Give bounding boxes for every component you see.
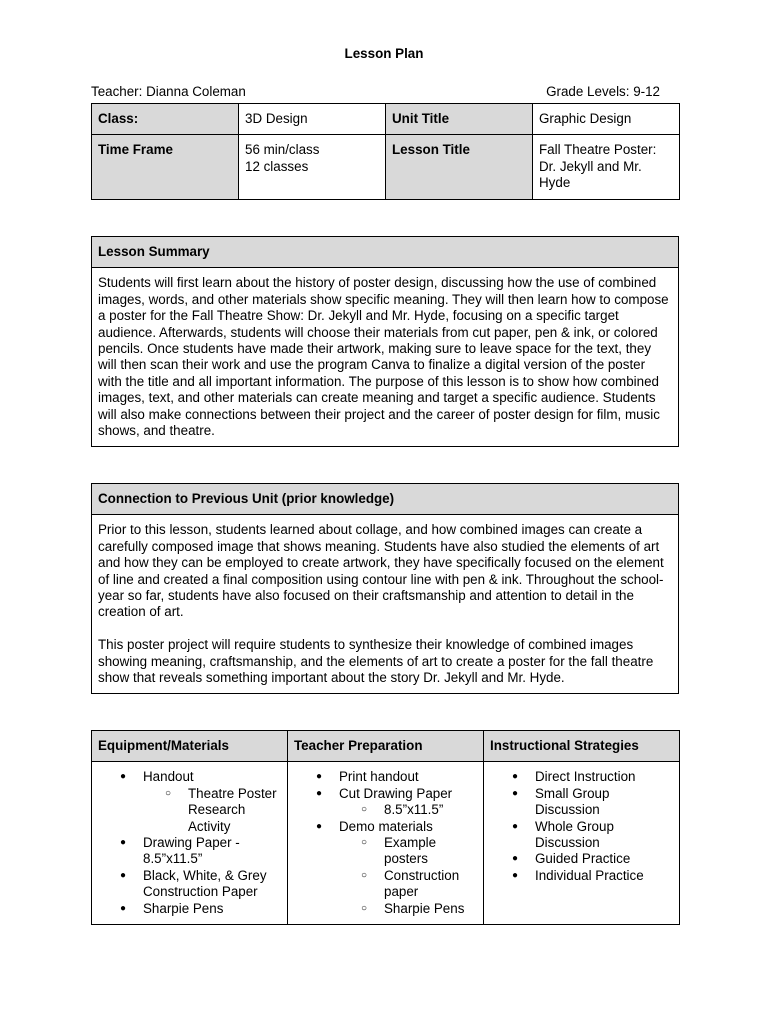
list-item: ● Cut Drawing Paper ○ 8.5”x11.5” xyxy=(294,786,477,819)
page-title: Lesson Plan xyxy=(344,46,424,61)
strategies-heading: Instructional Strategies xyxy=(484,731,680,762)
class-value: 3D Design xyxy=(239,104,386,135)
header-line xyxy=(91,84,660,100)
sub-list xyxy=(143,786,281,835)
sub-list xyxy=(339,802,477,818)
grade-levels: Grade Levels: 9-12 xyxy=(546,84,660,99)
list-item: ○ 8.5”x11.5” xyxy=(339,802,477,818)
list-item: ● Sharpie Pens xyxy=(98,901,281,917)
class-row xyxy=(92,104,680,135)
sub-list xyxy=(339,835,477,917)
connection-paragraph-2: This poster project will require students to synthesize their knowledge of combined images showing meaning, craftsmanship, and the elements of art to create a poster for the fall theatre show that reveals something important about the story Dr. Jekyll and Mr. Hyde. xyxy=(98,637,654,686)
equipment-heading: Equipment/Materials xyxy=(92,731,288,762)
list-item: ● Small Group Discussion xyxy=(490,786,673,819)
connection-table xyxy=(91,483,679,694)
equipment-cell xyxy=(92,762,288,925)
connection-heading: Connection to Previous Unit (prior knowledge) xyxy=(92,484,679,515)
unit-title-value: Graphic Design xyxy=(533,104,680,135)
list-item: ● Individual Practice xyxy=(490,868,673,884)
time-per-class: 56 min/class xyxy=(245,142,320,158)
list-item: ○ Construction paper xyxy=(339,868,477,901)
lesson-summary-table xyxy=(91,236,679,447)
class-label: Class: xyxy=(92,104,239,135)
list-item: ○ Sharpie Pens xyxy=(339,901,477,917)
lesson-title-label: Lesson Title xyxy=(386,135,533,199)
connection-paragraph-1: Prior to this lesson, students learned about collage, and how combined images can create a carefully composed image that shows meaning. Students have also studied the elements of art and how they can be employed to create artwork, they have specifically focused on the element of line and created a final composition using contour line with pen & ink. Throughout the school-year so far, students have also focused on their craftsmanship and attention to detail in the creation of art. xyxy=(98,522,664,620)
connection-body xyxy=(92,515,679,694)
lesson-info-table xyxy=(91,103,680,200)
time-frame-label: Time Frame xyxy=(92,135,239,199)
list-item: ● Demo materials ○ Example posters ○ Construction paper ○ Sharpie Pens xyxy=(294,819,477,917)
time-frame-value xyxy=(239,135,386,199)
teacher-prep-list xyxy=(294,769,477,917)
list-item: ● Handout ○ Theatre Poster Research Activity xyxy=(98,769,281,835)
lesson-title-value: Fall Theatre Poster: Dr. Jekyll and Mr. Hyde xyxy=(533,135,680,199)
strategies-cell xyxy=(484,762,680,925)
strategies-list xyxy=(490,769,673,884)
list-item: ● Guided Practice xyxy=(490,851,673,867)
list-item: ● Whole Group Discussion xyxy=(490,819,673,852)
list-item: ● Drawing Paper - 8.5”x11.5” xyxy=(98,835,281,868)
list-item: ● Black, White, & Grey Construction Paper xyxy=(98,868,281,901)
list-item: ○ Theatre Poster Research Activity xyxy=(143,786,281,835)
lesson-summary-text: Students will first learn about the history of poster design, discussing how the use of combined images, words, and other materials show specific meaning. They will then learn how to compose a poster for the Fall Theatre Show: Dr. Jekyll and Mr. Hyde, focusing on a specific target audience. Afterwards, students will choose their materials from cut paper, pen & ink, or colored pencils. Once students have made their artwork, making sure to leave space for the text, they will then scan their work and use the program Canva to finalize a digital version of the poster with the title and all important information. The purpose of this lesson is to show how combined images, text, and other materials can create meaning and target a specific audience. Students will also make connections between their project and the career of poster design for film, music shows, and theatre. xyxy=(92,268,679,447)
class-count: 12 classes xyxy=(245,158,309,174)
teacher-prep-cell xyxy=(288,762,484,925)
time-frame-row xyxy=(92,135,680,199)
teacher-name: Teacher: Dianna Coleman xyxy=(91,84,246,99)
materials-table xyxy=(91,730,680,925)
list-item: ○ Example posters xyxy=(339,835,477,868)
unit-title-label: Unit Title xyxy=(386,104,533,135)
teacher-prep-heading: Teacher Preparation xyxy=(288,731,484,762)
list-item: ● Direct Instruction xyxy=(490,769,673,785)
equipment-list xyxy=(98,769,281,917)
lesson-summary-heading: Lesson Summary xyxy=(92,237,679,268)
list-item: ● Print handout xyxy=(294,769,477,785)
